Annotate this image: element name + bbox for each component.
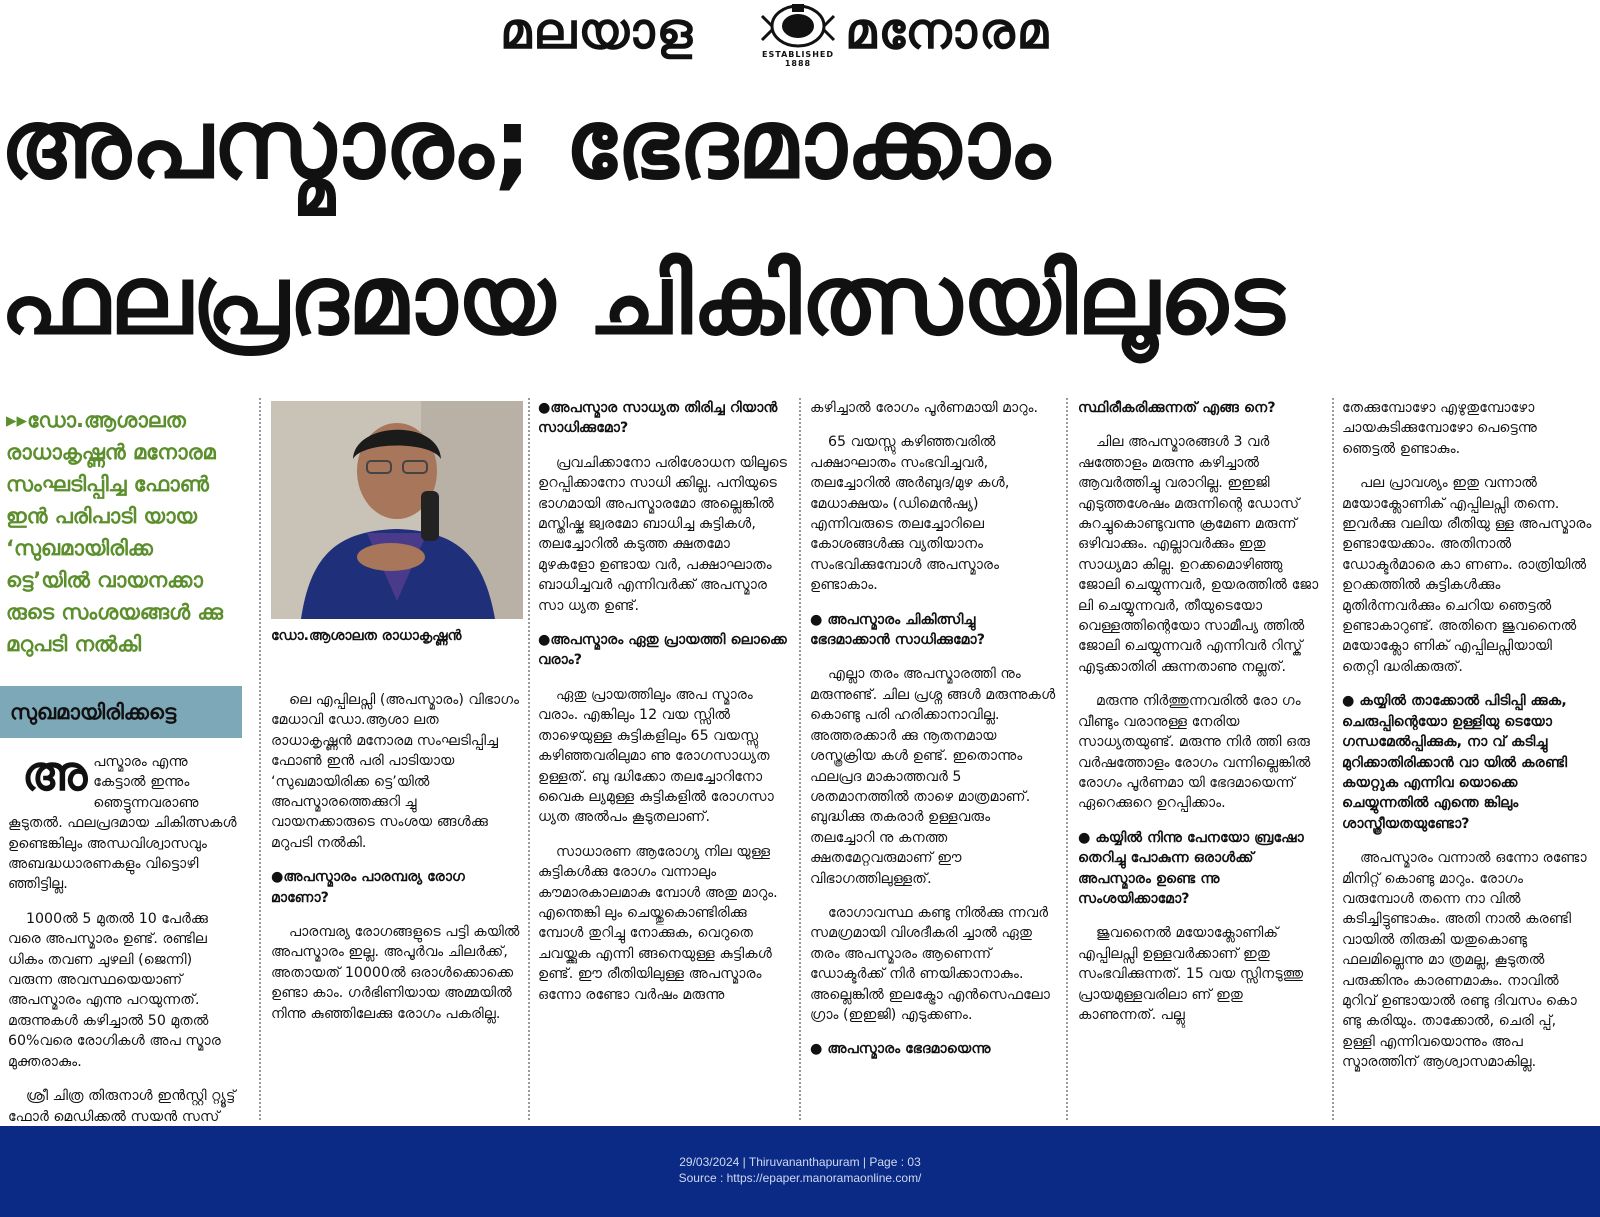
masthead bbox=[0, 0, 1600, 66]
footer-edition-info: 29/03/2024 | Thiruvananthapuram | Page : 03 bbox=[679, 1155, 921, 1169]
paragraph: ശ്രീ ചിത്ര തിരുനാൾ ഇൻസ്റ്റി റ്റ്യൂട്ട് ഫോർ മെഡിക്കൽ സയൻ സസ് bbox=[8, 1088, 236, 1125]
paragraph: ഏതു പ്രായത്തിലും അപ സ്മാരം വരാം. എങ്കിലും 12 വയ സ്സിൽ താഴെയുള്ള കുട്ടികളിലും 65 വയസ്സു കഴിഞ്ഞവരിലുമാ ണു രോഗസാധ്യത ഉള്ളത്. ബു ദ്ധിക്കോ തലച്ചോറിനോ വൈക ല്യമുള്ള കുട്ടികളിൽ രോഗസാ ധ്യത അൽപം കൂടുതലാണ്. bbox=[538, 686, 774, 826]
question-heading: ●അപസ്മാരം ഏതു പ്രായത്തി ലൊക്കെ വരാം? bbox=[538, 632, 787, 669]
photo-caption: ഡോ.ആശാലത രാധാകൃഷ്ണൻ bbox=[271, 628, 462, 644]
paragraph: പാരമ്പര്യ രോഗങ്ങളുടെ പട്ടി കയിൽ അപസ്മാരം ഇല്ല. അപൂർവം ചിലർക്ക്, അതായത് 10000ൽ ഒരാൾക്കൊക്കെ ഉണ്ടാ കാം. ഗർഭിണിയായ അമ്മയിൽ നിന്നു കുഞ്ഞിലേക്കു രോഗം പകരില്ല. bbox=[271, 924, 520, 1022]
paragraph: പസ്മാരം എന്നു കേട്ടാൽ ഇന്നും ഞെട്ടുന്നവരാണു കൂടുതൽ. ഫലപ്രദമായ ചികിത്സകൾ ഉണ്ടെങ്കിലും അന്ധവിശ്വാസവും അബദ്ധധാരണകളും വിട്ടൊഴി ഞ്ഞിട്ടില്ല. bbox=[8, 754, 237, 893]
question-heading: ●അപസ്മാരം പാരമ്പര്യ രോഗ മാണോ? bbox=[271, 869, 465, 906]
dropcap: അ bbox=[22, 746, 88, 802]
paragraph: പല പ്രാവശ്യം ഇതു വന്നാൽ മയോക്ലോണിക് എപ്പിലപ്സി തന്നെ. ഇവർക്കു വലിയ രീതിയു ള്ള അപസ്മാരം ഉണ്ടായേക്കാം. അതിനാൽ ഡോക്ടർമാരെ കാ ണണം. രാത്രിയിൽ ഉറക്കത്തിൽ കുട്ടികൾക്കും മുതിർന്നവർക്കും ചെറിയ ഞെട്ടൽ ഉണ്ടാകാറുണ്ട്. അതിനെ ജുവനൈൽ മയോക്ലോ ണിക് എപ്പിലപ്സിയായി തെറ്റി ദ്ധരിക്കരുത്. bbox=[1342, 475, 1592, 675]
section-tag: സുഖമായിരിക്കട്ടെ bbox=[0, 686, 242, 738]
paragraph: പ്രവചിക്കാനോ പരിശോധന യിലൂടെ ഉറപ്പിക്കാനോ സാധി ക്കില്ല. പനിയുടെ ഭാഗമായി അപസ്മാരമോ അല്ലെങ്കിൽ മസ്തിഷ്ക ജ്വരമോ ബാധിച്ച കുട്ടികൾ, തലച്ചോറിൽ കടുത്ത ക്ഷതമോ മുഴകളോ ഉണ്ടായ വർ, പക്ഷാഘാതം ബാധിച്ചവർ എന്നിവർക്ക് അപസ്മാര സാ ധ്യത ഉണ്ട്. bbox=[538, 454, 788, 614]
column-divider bbox=[799, 398, 801, 1120]
paragraph: രോഗാവസ്ഥ കണ്ടു നിൽക്കു ന്നവർ സമഗ്രമായി വിശദീകരി ച്ചാൽ ഏതു തരം അപസ്മാരം ആണെന്ന് ഡോക്ടർക്ക് നിർ ണയിക്കാനാകും. അല്ലെങ്കിൽ ഇലക്ട്രോ എൻസെഫലോ ഗ്രാം (ഇഇജി) എടുക്കണം. bbox=[810, 904, 1050, 1023]
paragraph: 65 വയസ്സു കഴിഞ്ഞവരിൽ പക്ഷാഘാതം സംഭവിച്ചവർ, തലച്ചോറിൽ അർബുദ/മുഴ കൾ, മേധാക്ഷയം (ഡിമെൻഷ്യ) എന്നിവരുടെ തലച്ചോറിലെ കോശങ്ങൾക്കു വ്യതിയാനം സംഭവിക്കുമ്പോൾ അപസ്മാരം ഉണ്ടാകാം. bbox=[810, 434, 1010, 594]
paragraph: എല്ലാ തരം അപസ്മാരത്തി നും മരുന്നുണ്ട്. ചില പ്രശ്ന ങ്ങൾ മരുന്നുകൾ കൊണ്ടു പരി ഹരിക്കാനാവില്ല. അത്തരക്കാർ ക്കു നൂതനമായ ശസ്ത്രക്രിയ കൾ ഉണ്ട്. ഇതൊന്നും ഫലപ്രദ മാകാത്തവർ 5 ശതമാനത്തിൽ താഴെ മാത്രമാണ്. ബുദ്ധിക്കു തകരാർ ഉള്ളവരും തലച്ചോറി നു കനത്ത ക്ഷതമേറ്റവരുമാണ് ഈ വിഭാഗത്തിലുള്ളത്. bbox=[810, 666, 1056, 887]
paragraph: ലെ എപ്പിലപ്സി (അപസ്മാരം) വിഭാഗം മേധാവി ഡോ.ആശാ ലത രാധാകൃഷ്ണൻ മനോരമ സംഘടിപ്പിച്ച ഫോൺ ഇൻ പരി പാടിയായ ‘സുഖമായിരിക്ക ട്ടെ’യിൽ അപസ്മാരത്തെക്കുറി ച്ചു വായനക്കാരുടെ സംശയ ങ്ങൾക്കു മറുപടി നൽകി. bbox=[271, 692, 520, 851]
column-divider bbox=[1332, 398, 1334, 1120]
paragraph: തേക്കുമ്പോഴോ എഴുതുമ്പോഴോ ചായകുടിക്കുമ്പോഴോ പെട്ടെന്നു ഞെട്ടൽ ഉണ്ടാകും. bbox=[1342, 400, 1538, 457]
question-heading: ●അപസ്മാര സാധ്യത തിരിച്ച റിയാൻ സാധിക്കുമോ? bbox=[538, 400, 778, 437]
column-2 bbox=[271, 690, 521, 1038]
established-label: ESTABLISHED 1888 bbox=[762, 50, 834, 68]
paragraph: അപസ്മാരം വന്നാൽ ഒന്നോ രണ്ടോ മിനിറ്റ് കൊണ്ടു മാറും. രോഗം വരുമ്പോൾ തന്നെ നാ വിൽ കടിച്ചിട്ടുണ്ടാകും. അതി നാൽ കരണ്ടി വായിൽ തിരുകി യതുകൊണ്ടു ഫലമില്ലെന്നു മാ ത്രമല്ല, കൂടുതൽ പരുക്കിനും കാരണമാകും. നാവിൽ മുറിവ് ഉണ്ടായാൽ രണ്ടു ദിവസം കൊ ണ്ടു കരിയും. താക്കോൽ, ചെരി പ്പ്, ഉള്ളി എന്നിവയൊന്നും അപ സ്മാരത്തിന് ആശ്വാസമാകില്ല. bbox=[1342, 850, 1587, 1071]
masthead-title-left: മലയാള bbox=[500, 2, 695, 60]
paragraph: 1000ൽ 5 മുതൽ 10 പേർക്കു വരെ അപസ്മാരം ഉണ്ട്. രണ്ടില ധികം തവണ ചുഴലി (ജെന്നി) വരുന്ന അവസ്ഥയെയാണ് അപസ്മാരം എന്നു പറയുന്നത്. മരുന്നുകൾ കഴിച്ചാൽ 50 മുതൽ 60%വരെ രോഗികൾ അപ സ്മാര മുക്തരാകും. bbox=[8, 910, 221, 1070]
footer-source-link[interactable]: Source : https://epaper.manoramaonline.com/ bbox=[678, 1171, 922, 1185]
question-heading: ● കയ്യിൽ നിന്നു പേനയോ ബ്രഷോ തെറിച്ചു പോകുന്ന ഒരാൾക്ക് അപസ്മാരം ഉണ്ടെ ന്നു സംശയിക്കാമോ? bbox=[1078, 829, 1304, 907]
column-1 bbox=[8, 746, 240, 1161]
headline-line-1: അപസ്മാരം; ഭേദമാക്കാം bbox=[0, 88, 1050, 200]
masthead-title-right: മനോരമ bbox=[845, 2, 1051, 60]
footer-bar bbox=[0, 1126, 1600, 1217]
crest-icon bbox=[758, 2, 838, 50]
headline-line-2: ഫലപ്രദമായ ചികിത്സയിലൂടെ bbox=[0, 244, 1285, 356]
emblem-logo bbox=[758, 2, 838, 68]
paragraph: മരുന്നു നിർത്തുന്നവരിൽ രോ ഗം വീണ്ടും വരാനുള്ള നേരിയ സാധ്യതയുണ്ട്. മരുന്നു നിർ ത്തി ഒരു വർഷത്തോളം രോഗം വന്നില്ലെങ്കിൽ രോഗം പൂർണമാ യി ഭേദമായെന്ന് ഏറെക്കുറെ ഉറപ്പിക്കാം. bbox=[1078, 693, 1311, 812]
paragraph: ജുവനൈൽ മയോക്ലോണിക് എപ്പിലപ്സി ഉള്ളവർക്കാണ് ഇതു സംഭവിക്കുന്നത്. 15 വയ സ്സിനടുത്തു പ്രായമുള്ളവരിലാ ണ് ഇതു കാണുന്നത്. പല്ലു bbox=[1078, 925, 1304, 1023]
paragraph: ചില അപസ്മാരങ്ങൾ 3 വർ ഷത്തോളം മരുന്നു കഴിച്ചാൽ ആവർത്തിച്ചു വരാറില്ല. ഇഇജി എടുത്തശേഷം മരുന്നിന്റെ ഡോസ് കുറച്ചുകൊണ്ടുവന്നു ക്രമേണ മരുന്ന് ഒഴിവാക്കും. എല്ലാവർക്കും ഇതു സാധ്യമാ കില്ല. ഉറക്കമൊഴിഞ്ഞു ജോലി ചെയ്യുന്നവർ, ഉയരത്തിൽ ജോ ലി ചെയ്യുന്നവർ, തീയുടെയോ വെള്ളത്തിന്റെയോ സാമീപ്യ ത്തിൽ ജോലി ചെയ്യുന്നവർ എന്നിവർ റിസ്ക് എടുക്കാതിരി ക്കുന്നതാണു നല്ലത്. bbox=[1078, 434, 1319, 675]
column-divider bbox=[259, 398, 261, 1120]
column-4 bbox=[810, 398, 1058, 1074]
paragraph: കഴിച്ചാൽ രോഗം പൂർണമായി മാറും. bbox=[810, 400, 1039, 416]
paragraph: സാധാരണ ആരോഗ്യ നില യുള്ള കുട്ടികൾക്കു രോഗം വന്നാലും കൗമാരകാലമാകു മ്പോൾ അതു മാറും. എന്തെങ്കി ലും ചെയ്തുകൊണ്ടിരിക്കു മ്പോൾ തുറിച്ചു നോക്കുക, വെറുതെ ചവയ്ക്കുക എന്നി ങ്ങനെയുള്ള കുട്ടികൾ ഉണ്ട്. ഈ രീതിയിലുള്ള അപസ്മാരം ഒന്നോ രണ്ടോ വർഷം മരുന്നു bbox=[538, 843, 778, 1003]
question-heading: സ്ഥിരീകരിക്കുന്നത് എങ്ങ നെ? bbox=[1078, 400, 1276, 416]
question-heading: ● അപസ്മാരം ചികിത്സിച്ചു ഭേദമാക്കാൻ സാധിക്കുമോ? bbox=[810, 611, 985, 649]
intro-blurb: ▸▸ഡോ.ആശാലത രാധാകൃഷ്ണൻ മനോരമ സംഘടിപ്പിച്ച ഫോൺ ഇൻ പരിപാടി യായ ‘സുഖമായിരിക്ക ട്ടെ’യിൽ വായനക്കാ രുടെ സംശയങ്ങൾ ക്കു മറുപടി നൽകി bbox=[6, 408, 223, 656]
author-photo bbox=[271, 401, 523, 619]
column-3 bbox=[538, 398, 788, 1019]
column-5 bbox=[1078, 398, 1324, 1039]
portrait-image bbox=[271, 401, 523, 619]
column-divider bbox=[1066, 398, 1068, 1120]
column-divider bbox=[528, 398, 530, 1120]
question-heading: ● കയ്യിൽ താക്കോൽ പിടിപ്പി ക്കുക, ചെരുപ്പിന്റെയോ ഉള്ളിയു ടെയോ ഗന്ധമേൽപ്പിക്കുക, നാ വ് കടിച്ചു മുറിക്കാതിരിക്കാൻ വാ യിൽ കരണ്ടി കയറ്റുക എന്നിവ യൊക്കെ ചെയ്യുന്നതിൽ എന്തെ ങ്കിലും ശാസ്ത്രീയതയുണ്ടോ? bbox=[1342, 693, 1568, 832]
column-6 bbox=[1342, 398, 1592, 1087]
question-heading: ● അപസ്മാരം ഭേദമായെന്നു bbox=[810, 1041, 991, 1058]
